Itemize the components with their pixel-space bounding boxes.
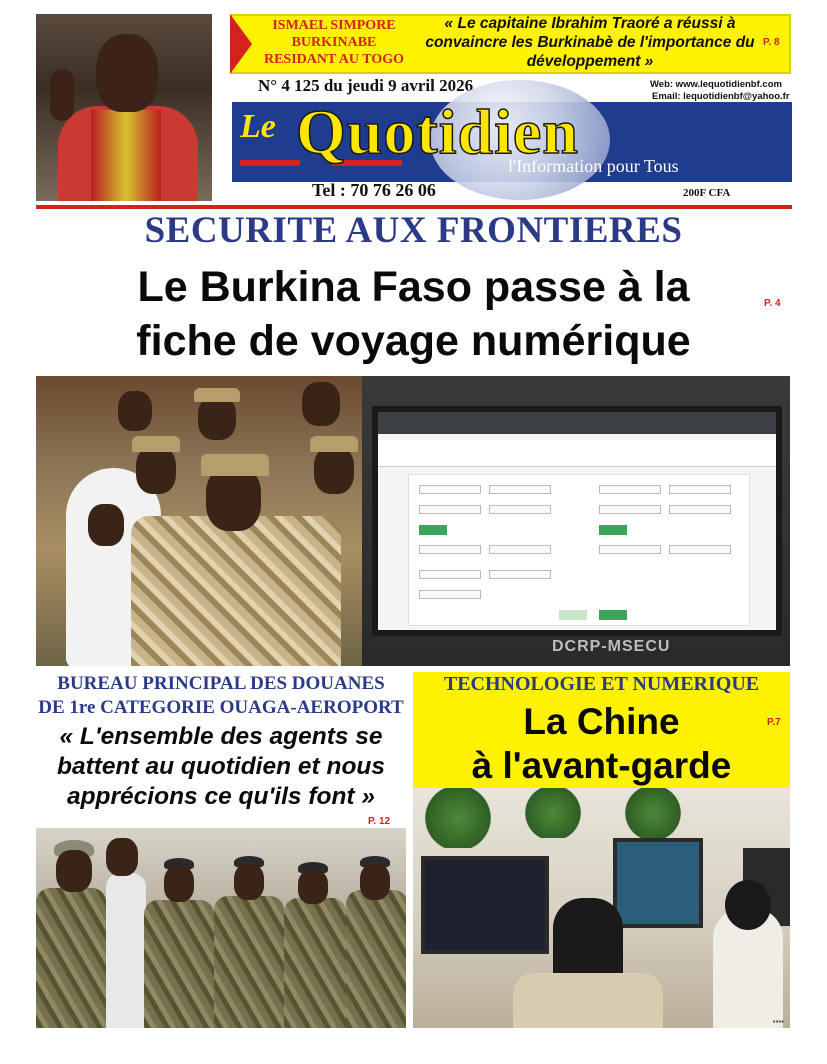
telephone: Tel : 70 76 26 06 bbox=[312, 180, 436, 200]
customs-page-ref: P. 12 bbox=[368, 816, 391, 827]
digital-form-screen-photo bbox=[362, 376, 790, 666]
customs-agents-photo bbox=[36, 828, 406, 1028]
teaser-page-ref: P. 8 bbox=[763, 37, 780, 48]
email-address[interactable]: Email: lequotidienbf@yahoo.fr bbox=[652, 91, 790, 102]
customs-kicker-line2: DE 1re CATEGORIE OUAGA-AEROPORT bbox=[38, 697, 404, 718]
customs-kicker-line1: BUREAU PRINCIPAL DES DOUANES bbox=[57, 673, 385, 694]
teaser-name: ISMAEL SIMPORE BURKINABE RESIDANT AU TOGO bbox=[263, 18, 405, 67]
lead-kicker: SECURITE AUX FRONTIERES bbox=[144, 210, 683, 251]
lead-page-ref: P. 4 bbox=[764, 298, 781, 309]
logo-wordmark: Quotidien bbox=[296, 96, 579, 167]
logo-tagline: l'Information pour Tous bbox=[508, 156, 679, 176]
price: 200F CFA bbox=[683, 187, 731, 199]
china-kicker: TECHNOLOGIE ET NUMERIQUE bbox=[443, 673, 760, 695]
teaser-quote: « Le capitaine Ibrahim Traoré a réussi à convaincre les Burkinabè de l'importance du développement » bbox=[425, 15, 755, 70]
website-address[interactable]: Web: www.lequotidienbf.com bbox=[650, 79, 782, 90]
china-headline-line2: à l'avant-garde bbox=[471, 745, 732, 786]
china-headline-line1: La Chine bbox=[523, 701, 680, 742]
photo-watermark: DCRP-MSECU bbox=[552, 638, 671, 655]
tech-workers-photo bbox=[413, 788, 790, 1028]
customs-kicker bbox=[36, 672, 406, 720]
china-page-ref: P.7 bbox=[767, 717, 781, 728]
customs-quote-headline[interactable]: « L'ensemble des agents se battent au quotidien et nous apprécions ce qu'ils font » bbox=[56, 723, 385, 810]
lead-headline[interactable]: Le Burkina Faso passe à la fiche de voyage numérique bbox=[136, 263, 691, 365]
photo-credit-icon: ▪▪▪▪ bbox=[772, 1017, 784, 1026]
issue-number-date: N° 4 125 du jeudi 9 avril 2026 bbox=[258, 76, 474, 95]
officials-photo bbox=[36, 376, 362, 666]
portrait-photo bbox=[36, 14, 212, 201]
logo-le: Le bbox=[240, 108, 276, 145]
teaser-arrow-icon bbox=[230, 14, 252, 74]
china-headline[interactable] bbox=[413, 700, 790, 788]
